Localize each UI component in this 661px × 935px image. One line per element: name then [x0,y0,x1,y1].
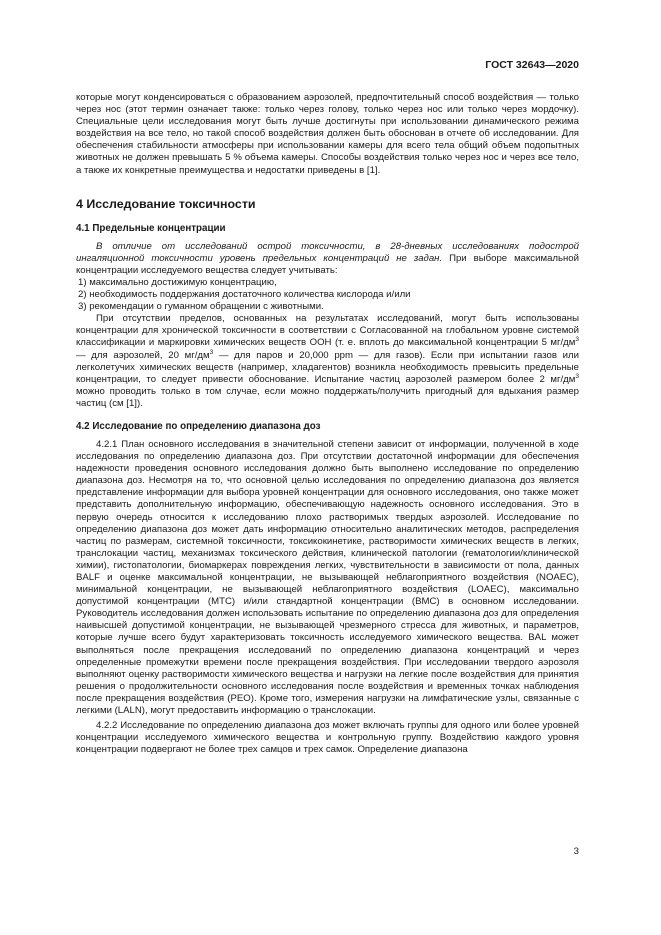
list-item-1: 1) максимально достижимую концентрацию, [78,276,277,288]
paragraph-text: — для паров и 20,000 ppm — для газов). Если при испытании газов или легколетучих химических веществ (например, хладагентов) возникла необходимость превысить предельные концентрации, то следует привести обоснование. Испытание частиц аэрозолей размером более 2 мг/дм [76,349,579,385]
section-4-1-title: 4.1 Предельные концентрации [76,222,226,234]
superscript: 3 [209,348,214,356]
superscript: 3 [575,372,579,380]
page-content [76,92,579,756]
paragraph-text: При выборе максимальной концентрации исследуемого вещества следует учитывать: [76,252,579,276]
section-4-2-2-paragraph: 4.2.2 Исследование по определению диапазона доз может включать группы для одного или более уровней концентрации исследуемого химического вещества и контрольную группу. Воздействию каждого уровня концентрации подвергают не более трех самцов и трех самок. Определение диапазона [76,720,579,756]
document-header: ГОСТ 32643—2020 [485,59,579,71]
superscript: 3 [575,336,579,344]
paragraph-text: При отсутствии пределов, основанных на результатах исследований, могут быть использованы концентрации для хронической токсичности в соответствии с Согласованной на глобальном уровне системой классификации и маркировки химических веществ ООН (т. е. вплоть до максимальной концентрации 5 мг/дм [76,313,579,349]
intro-paragraph: которые могут конденсироваться с образованием аэрозолей, предпочтительный способ воздействия — только через нос (этот термин означает также: только через голову, только через нос или только через мордочку). Специальные цели исследования могут быть лучше достигнуты при использовании динамического режима воздействия на все тело, но такой способ воздействия должен быть обоснован в отчете об исследовании. Для обеспечения стабильности атмосферы при использовании камеры для всего тела общий объем подопытных животных не должен превышать 5 % объема камеры. Способы воздействия только через нос и через все тело, а также их конкретные преимущества и недостатки приведены в [1]. [76,92,579,176]
section-4-2-title: 4.2 Исследование по определению диапазона доз [76,420,321,432]
paragraph-text: — для аэрозолей, 20 мг/дм [76,349,210,361]
italic-statement: В отличие от исследований острой токсичности, в 28-дневных исследованиях подострой ингаляционной токсичности уровень предельных концентраций не задан. [76,240,579,264]
section-4-1-paragraph-2 [76,313,579,410]
section-4-2-1-paragraph: 4.2.1 План основного исследования в значительной степени зависит от информации, полученной в ходе исследования по определению диапазона доз. При отсутствии достаточной информации для обеспечения надежности проведения основного исследования должно быть выполнено исследование по определению диапазона доз. Несмотря на то, что основной целью исследования по определению диапазона доз является представление информации для выбора уровней концентрации для основного исследования, оно также может представить дополнительную информацию, обеспечивающую надежность основного исследования. Это в первую очередь относится к исследованию плохо растворимых твердых аэрозолей. Исследование по определению диапазона доз может дать информацию относительно аналитических методов, распределения частиц по размерам, системной токсичности, токсикокинетике, растворимости химических веществ в легких, транслокации частиц, механизмах токсического действия, клинической патологии (гематологии/клинической химии), гистопатологии, биомаркерах повреждения легких, чувствительности в зависимости от пола, данных BALF и оценке максимальной концентрации, не вызывающей неблагоприятного воздействия (NOAEC), минимальной концентрации, не вызывающей неблагоприятного воздействия (LOAEC), максимально допустимой концентрации (MTC) и/или стандартной концентрации (BMC) в основном исследовании. Руководитель исследования должен использовать испытание по определению диапазона доз для определения наивысшей допустимой концентрации, не вызывающей чрезмерного стресса для животных, и параметров, которые лучше всего будут характеризовать токсичность исследуемого химического вещества. BAL может выполняться после прекращения исследований по определению диапазона концентраций и через определенные промежутки времени после прекращения воздействия. При исследовании твердого аэрозоля выполняют оценку растворимости химического вещества и нагрузки на легкие после воздействия для принятия решения о продолжительности основного исследования после воздействия и временных точках наблюдения после прекращения воздействия (PEO). Кроме того, измерения нагрузки на лимфатические узлы, связанные с легкими (LALN), могут предоставить информацию о транслокации. [76,438,579,717]
list-item-2: 2) необходимость поддержания достаточного количества кислорода и/или [78,289,411,301]
section-4-title: 4 Исследование токсичности [76,196,256,211]
page-number: 3 [573,846,579,857]
list-item-3: 3) рекомендации о гуманном обращении с животными. [78,301,324,313]
paragraph-text: можно проводить только в том случае, если можно поддержать/получить пригодный для вдыхания размер частиц (см [1]). [76,385,579,409]
section-4-1-paragraph-1 [76,241,579,277]
